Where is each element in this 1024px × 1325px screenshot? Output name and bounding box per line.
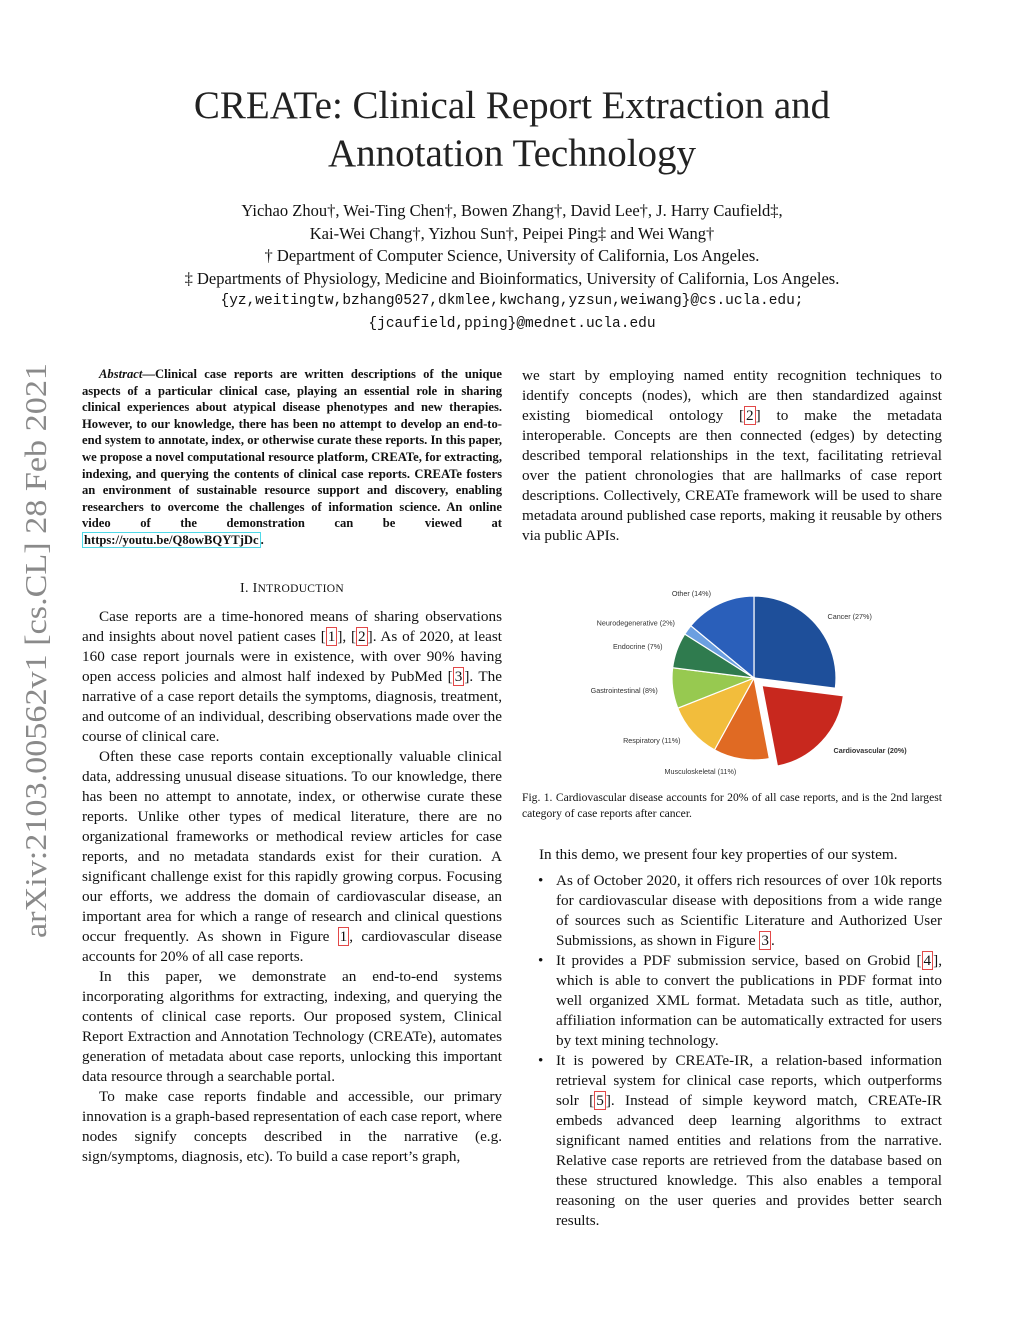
pie-chart	[522, 576, 942, 776]
citation-link-3[interactable]: 3	[454, 667, 463, 685]
section-initial: I	[252, 580, 258, 596]
right-column	[522, 366, 942, 1231]
bullet-marker: •	[538, 1052, 544, 1069]
intro-paragraph-1: Case reports are a time-honored means of sharing observations and insights about novel patient cases [ 1 ], [ 2 ]. As of 2020, at least 160 case report journals were in existence, with over 90% having open access policies and almost half indexed by PubMed [ 3 ]. The narrative of a case report details the symptoms, diagnosis, treatment, and outcome of an individual, describing observations made over the course of clinical care.	[82, 607, 502, 745]
intro-paragraph-2	[82, 747, 502, 967]
feature-item: • It provides a PDF submission service, based on Grobid [ 4 ], which is able to convert the publications in PDF format into well organized XML format. Metadata such as title, author, affiliation information can be automatically extracted for users by text mining technology.	[538, 952, 942, 1049]
left-column	[82, 366, 502, 1167]
pie-slice-label: Respiratory (11%)	[623, 736, 681, 746]
abstract	[82, 366, 502, 549]
pie-slice-label: Endocrine (7%)	[613, 642, 663, 652]
bullet-marker: •	[538, 952, 544, 969]
author-block	[80, 200, 944, 335]
continued-paragraph: we start by employing named entity recognition techniques to identify concepts (nodes), which are then standardized against existing biomedical ontology [ 2 ] to make the metadata interoperable. Concepts are then connected (edges) by detecting described temporal relationships in the text, facilitating retrieval over the patient chronologies that are hallmarks of case report descriptions. Collectively, CREATe framework will be used to share metadata around published case reports, making it reusable by others via public APIs.	[522, 367, 942, 544]
text-run: .	[770, 932, 775, 949]
text-run: . As of 2020, at least 160 case report journals were in existence, with over 90% having open access policies and almost half indexed by PubMed	[82, 627, 502, 685]
title-line-1: CREATe: Clinical Report Extraction and	[193, 84, 831, 127]
abstract-heading: Abstract	[99, 367, 143, 381]
pie-slice	[754, 596, 836, 688]
text-run: , which is able to convert the publications in PDF format into well organized XML format. Metadata such as title, author, affiliation information can be automatically extracted for users by text mining technology.	[556, 952, 942, 1049]
pie-slice-label: Gastrointestinal (8%)	[590, 685, 658, 695]
figure-link-3[interactable]: 3	[761, 932, 769, 949]
section-smallcaps: NTRODUCTION	[257, 582, 344, 595]
figure-link-1[interactable]: 1	[339, 927, 348, 945]
text-run: Often these case reports contain exceptionally valuable clinical data, addressing unusual disease situations. To our knowledge, there has been no attempt to annotate, index, or otherwise curate these reports. Unlike other types of medical literature, there are no organizational frameworks or methodical review articles for case reports, and no metadata standards exist for their curation. A significant challenge exist for this rapidly growing corpus. Focusing our efforts, we address the domain of cardiovascular disease, an important area for which a range of research and clinical questions occur frequently. As shown in Figure	[82, 747, 502, 945]
pie-slice-label: Other (14%)	[671, 588, 711, 598]
affiliation-physiology: ‡ Departments of Physiology, Medicine and Bioinformatics, University of California, Los Angeles.	[184, 268, 840, 288]
abstract-dash: —	[142, 367, 155, 381]
citation-link-4[interactable]: 4	[923, 952, 932, 969]
text-run: we start by employing named entity recognition techniques to identify concepts (nodes), which are then standardized against existing biomedical ontology	[522, 367, 942, 424]
feature-item: • It is powered by CREATe-IR, a relation-based information retrieval system for clinical case reports, which outperforms solr [ 5 ]. Instead of simple keyword match, CREATe-IR embeds advanced deep learning algorithms to extract significant named entities and relations from the narrative. Relative case reports are retrieved from the database based on these structured knowledge. This also enables a temporal reasoning on the user queries and provides better search results.	[538, 1052, 942, 1229]
email-line-2: {jcaufield,pping}@mednet.ucla.edu	[368, 315, 656, 332]
section-heading-introduction	[82, 579, 502, 599]
pie-slice-label: Neurodegenerative (2%)	[596, 618, 675, 628]
abstract-text: Clinical case reports are written descriptions of the unique aspects of a particular clinical case, playing an essential role in sharing clinical experiences about atypical disease phenotypes and new therapies. However, to our knowledge, there has been no attempt to develop an end-to-end system to annotate, index, or otherwise curate these reports. In this paper, we propose a novel computational resource platform, CREATe, for extracting, indexing, and querying the contents of clinical case reports. CREATe fosters an environment of sustainable resource support and discovery, enabling researchers to overcome the challenges of information science. An online video of the demonstration can be viewed at	[82, 367, 502, 531]
citation-link-2b[interactable]: 2	[746, 407, 754, 424]
author-list-line-2: Kai-Wei Chang†, Yizhou Sun†, Peipei Ping‡ and Wei Wang†	[309, 223, 715, 243]
author-list-line-1: Yichao Zhou†, Wei-Ting Chen†, Bowen Zhang†, David Lee†, J. Harry Caufield‡,	[241, 201, 783, 220]
pie-slice	[762, 686, 843, 767]
bullet-marker: •	[538, 872, 544, 889]
video-link[interactable]: https://youtu.be/Q8owBQYTjDc	[84, 532, 259, 547]
text-run: . Instead of simple keyword match, CREATe-IR embeds advanced deep learning algorithms to extract significant named entities and relations from the narrative. Relative case reports are retrieved from the database based on these structured knowledge. This also enables a temporal reasoning on the user queries and provides better search results.	[556, 1092, 942, 1229]
citation-link-5[interactable]: 5	[596, 1092, 604, 1109]
citation-link-1[interactable]: 1	[327, 627, 336, 645]
text-run: to make the metadata interoperable. Concepts are then connected (edges) by detecting described temporal relationships in the text, facilitating retrieval over the patient chronologies that are hallmarks of case report descriptions. Collectively, CREATe framework will be used to share metadata around published case reports, making it reusable by others via public APIs.	[522, 407, 942, 544]
paper-title	[80, 82, 944, 178]
feature-list	[522, 871, 942, 1231]
feature-item	[538, 871, 942, 951]
intro-paragraph-3: In this paper, we demonstrate an end-to-end systems incorporating algorithms for extracting, indexing, and querying the contents of clinical case reports. Our proposed system, Clinical Report Extraction and Annotation Technology (CREATe), automates generation of metadata about case reports, unlocking this important data resource through a searchable portal.	[82, 967, 502, 1085]
abstract-tail: .	[260, 532, 264, 547]
figure-1-caption: Fig. 1. Cardiovascular disease accounts for 20% of all case reports, and is the 2nd largest category of case reports after cancer.	[522, 791, 942, 820]
intro-paragraph-4: To make case reports findable and accessible, our primary innovation is a graph-based representation of each case report, where nodes signify concepts described in the narrative (e.g. sign/symptoms, diagnosis, etc). To build a case report’s graph,	[82, 1087, 503, 1165]
citation-link-2[interactable]: 2	[358, 627, 366, 645]
section-number: I.	[240, 580, 253, 596]
pie-slice-label: Musculoskeletal (11%)	[664, 766, 737, 776]
text-run: , cardiovascular disease accounts for 20% of all case reports.	[82, 927, 502, 965]
pie-slice-label: Cancer (27%)	[827, 611, 872, 621]
title-line-2: Annotation Technology	[327, 132, 697, 175]
text-run: Case reports are a time-honored means of sharing observations and insights about novel patient cases	[82, 607, 502, 645]
demo-intro: In this demo, we present four key properties of our system.	[539, 846, 898, 863]
pie-slice-label: Cardiovascular (20%)	[833, 745, 907, 755]
affiliation-cs: † Department of Computer Science, University of California, Los Angeles.	[264, 246, 760, 265]
text-run: . The narrative of a case report details the symptoms, diagnosis, treatment, and outcome of an individual, describing observations made over the course of clinical care.	[82, 667, 502, 745]
figure-1	[522, 576, 942, 776]
text-run: As of October 2020, it offers rich resources of over 10k reports for cardiovascular disease with depositions from a wide range of sources such as Scientific Literature and Authorized User Submissions, as shown in Figure	[556, 872, 942, 949]
email-line-1: {yz,weitingtw,bzhang0527,dkmlee,kwchang,yzsun,weiwang}@cs.ucla.edu;	[220, 293, 804, 309]
text-run: It provides a PDF submission service, based on Grobid	[556, 952, 917, 969]
arxiv-identifier-text: arXiv:2103.00562v1 [cs.CL] 28 Feb 2021	[19, 424, 53, 938]
text-run: It is powered by CREATe-IR, a relation-based information retrieval system for clinical case reports, which outperforms solr	[556, 1052, 942, 1109]
arxiv-identifier	[10, 360, 54, 940]
